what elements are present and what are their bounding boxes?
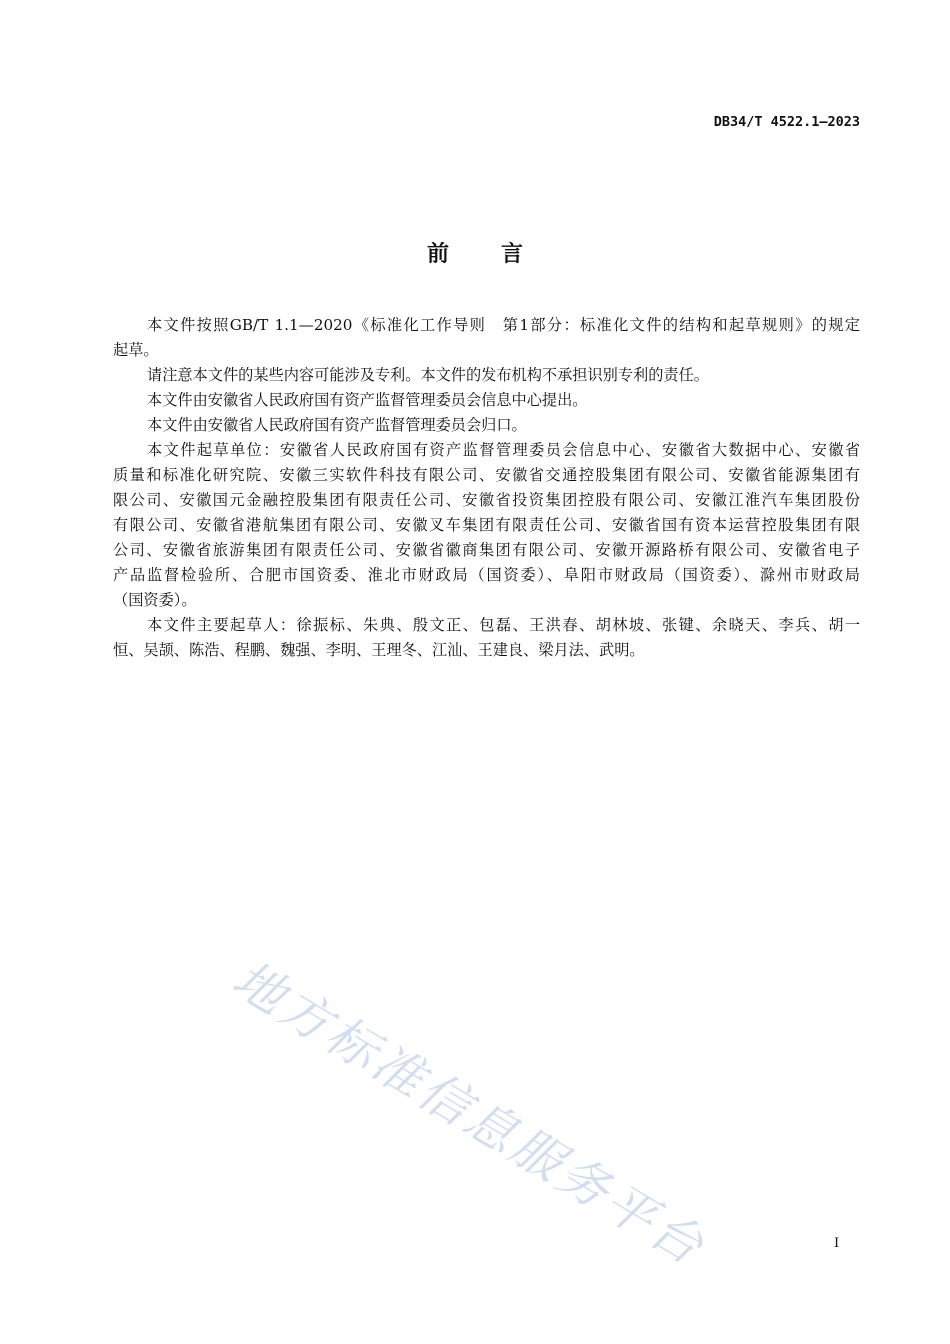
text-line: 质量和标准化研究院、安徽三实软件科技有限公司、安徽省交通控股集团有限公司、安徽省能源集团有: [113, 466, 860, 484]
page-title: 前言: [426, 242, 575, 267]
text-line: 本文件起草单位：安徽省人民政府国有资产监督管理委员会信息中心、安徽省大数据中心、安徽省: [147, 441, 860, 459]
text-line: 恒、吴颉、陈浩、程鹏、魏强、李明、王理冬、江汕、王建良、梁月法、武明。: [113, 641, 645, 659]
text-line: 有限公司、安徽省港航集团有限公司、安徽叉车集团有限责任公司、安徽省国有资本运营控股集团有限: [113, 516, 860, 534]
paragraph: [113, 613, 860, 663]
paragraph: [113, 388, 860, 413]
text-line: （国资委）。: [113, 591, 197, 609]
document-number: DB34/T 4522.1—2023: [713, 114, 860, 130]
text-line: 本文件由安徽省人民政府国有资产监督管理委员会信息中心提出。: [147, 391, 588, 409]
text-line: 请注意本文件的某些内容可能涉及专利。本文件的发布机构不承担识别专利的责任。: [147, 366, 709, 384]
text-line: 起草。: [113, 341, 159, 359]
paragraph: [113, 413, 860, 438]
paragraph: [113, 313, 860, 363]
text-line: 本文件由安徽省人民政府国有资产监督管理委员会归口。: [147, 416, 527, 434]
text-line: 产品监督检验所、合肥市国资委、淮北市财政局（国资委）、阜阳市财政局（国资委）、滁州市财政局: [113, 566, 860, 584]
text-line: 本文件主要起草人：徐振标、朱典、殷文正、包磊、王洪春、胡林坡、张键、余晓天、李兵、胡一: [147, 616, 860, 634]
text-line: 限公司、安徽国元金融控股集团有限责任公司、安徽省投资集团控股有限公司、安徽江淮汽车集团股份: [113, 491, 860, 509]
text-line: 公司、安徽省旅游集团有限责任公司、安徽省徽商集团有限公司、安徽开源路桥有限公司、安徽省电子: [113, 541, 860, 559]
text-line: 本文件按照GB/T 1.1—2020《标准化工作导则 第1部分：标准化文件的结构和起草规则》的规定: [147, 316, 860, 334]
paragraph: [113, 438, 860, 613]
watermark: 地方标准信息服务平台: [223, 949, 716, 1278]
paragraph: [113, 363, 860, 388]
page-number: I: [834, 1236, 840, 1251]
document-body: [113, 313, 860, 663]
